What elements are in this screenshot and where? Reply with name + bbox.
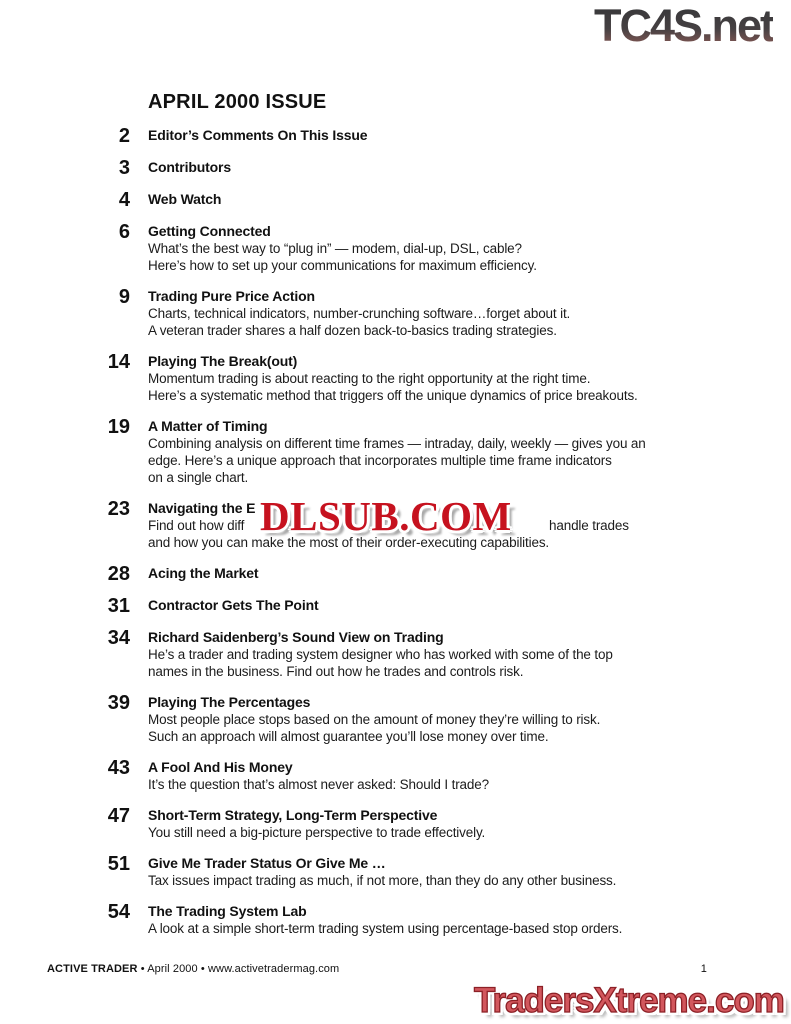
tc4s-watermark: TC4S.net (594, 0, 774, 51)
toc-page-number: 39 (107, 692, 130, 714)
toc-desc-line: A veteran trader shares a half dozen back-to-basics trading strategies. (148, 323, 557, 338)
toc-page-number: 51 (107, 853, 130, 875)
toc-entry (148, 807, 749, 841)
toc-row (84, 159, 749, 177)
toc-title: Trading Pure Price Action (148, 288, 315, 304)
toc-title: Editor’s Comments On This Issue (148, 127, 368, 143)
toc-entry (148, 903, 749, 937)
toc-page-number: 54 (107, 901, 130, 923)
toc-entry (148, 597, 749, 615)
footer-left (47, 963, 339, 975)
page-title: APRIL 2000 ISSUE (148, 91, 327, 113)
toc-desc-line: Momentum trading is about reacting to the right opportunity at the right time. (148, 371, 591, 386)
toc-title: Contractor Gets The Point (148, 597, 319, 613)
toc-entry (148, 759, 749, 793)
toc-title: Playing The Break(out) (148, 353, 298, 369)
toc-title: A Matter of Timing (148, 418, 268, 434)
folio-page-number: 1 (700, 963, 707, 975)
toc-desc-line: names in the business. Find out how he trades and controls risk. (148, 664, 524, 679)
toc-title: Getting Connected (148, 223, 271, 239)
toc-row (84, 694, 749, 745)
toc-entry (148, 418, 749, 486)
toc-row (84, 353, 749, 404)
toc-desc-line: Combining analysis on different time frames — intraday, daily, weekly — gives you an (148, 436, 646, 451)
toc-page-number: 2 (118, 125, 130, 147)
toc-desc-line: You still need a big-picture perspective to trade effectively. (148, 825, 486, 840)
toc-page-number: 3 (118, 157, 130, 179)
toc-entry (148, 288, 749, 339)
toc-desc-line: He’s a trader and trading system designer who has worked with some of the top (148, 647, 613, 662)
toc-rows (84, 127, 749, 937)
toc-title: Give Me Trader Status Or Give Me … (148, 855, 386, 871)
toc-desc-line: on a single chart. (148, 470, 249, 485)
toc-page-number: 19 (107, 416, 130, 438)
toc-row (84, 807, 749, 841)
toc-desc-line: It’s the question that’s almost never asked: Should I trade? (148, 777, 489, 792)
toc-desc-line: Tax issues impact trading as much, if not more, than they do any other business. (148, 873, 617, 888)
toc-desc-line: Here’s how to set up your communications for maximum efficiency. (148, 258, 537, 273)
toc-entry (148, 191, 749, 209)
dlsub-watermark: DLSUB.COM (260, 493, 512, 539)
toc-desc-line: Such an approach will almost guarantee you’ll lose money over time. (148, 729, 549, 744)
toc-page-number: 4 (118, 189, 130, 211)
toc-entry (148, 159, 749, 177)
page-footer (47, 963, 707, 975)
table-of-contents (84, 91, 749, 951)
toc-row (84, 223, 749, 274)
toc-entry (148, 353, 749, 404)
toc-page-number: 43 (107, 757, 130, 779)
toc-entry (148, 493, 749, 551)
toc-title: Short-Term Strategy, Long-Term Perspective (148, 807, 438, 823)
toc-desc-line: and how you can make the most of their order-executing capabilities. (148, 535, 550, 550)
toc-row (84, 288, 749, 339)
toc-page-number: 47 (107, 805, 130, 827)
toc-row (84, 191, 749, 209)
tradersxtreme-watermark: TradersXtreme.com (474, 981, 784, 1020)
magazine-name: ACTIVE TRADER (47, 963, 138, 975)
toc-desc-line: Most people place stops based on the amount of money they’re willing to risk. (148, 712, 601, 727)
toc-title: Playing The Percentages (148, 694, 311, 710)
toc-desc-line: Here’s a systematic method that triggers off the unique dynamics of price breakouts. (148, 388, 638, 403)
toc-entry (148, 855, 749, 889)
toc-page-number: 14 (107, 351, 130, 373)
toc-entry (148, 629, 749, 680)
toc-title: Acing the Market (148, 565, 259, 581)
toc-page-number: 23 (107, 498, 130, 520)
toc-entry (148, 127, 749, 145)
toc-page-number: 9 (118, 286, 130, 308)
toc-desc-line: edge. Here’s a unique approach that incorporates multiple time frame indicators (148, 453, 612, 468)
toc-page-number: 34 (107, 627, 130, 649)
toc-entry (148, 694, 749, 745)
footer-meta: • April 2000 • www.activetradermag.com (140, 963, 340, 975)
toc-page-number: 31 (107, 595, 130, 617)
toc-row (84, 855, 749, 889)
toc-row (84, 597, 749, 615)
toc-title: Navigating the E (148, 500, 256, 516)
toc-desc-fragment: Find out how diff (148, 518, 245, 533)
toc-entry (148, 565, 749, 583)
toc-desc-line: A look at a simple short-term trading system using percentage-based stop orders. (148, 921, 623, 936)
toc-title: The Trading System Lab (148, 903, 307, 919)
toc-desc-line: Charts, technical indicators, number-crunching software…forget about it. (148, 306, 571, 321)
toc-page-number: 6 (118, 221, 130, 243)
toc-row (84, 493, 749, 551)
toc-row (84, 903, 749, 937)
toc-row (84, 565, 749, 583)
toc-title: Contributors (148, 159, 231, 175)
toc-title: Richard Saidenberg’s Sound View on Trading (148, 629, 444, 645)
toc-row (84, 629, 749, 680)
toc-row (84, 418, 749, 486)
toc-row (84, 127, 749, 145)
toc-entry (148, 223, 749, 274)
toc-title: A Fool And His Money (148, 759, 293, 775)
toc-row (84, 759, 749, 793)
toc-page-number: 28 (107, 563, 130, 585)
toc-desc-fragment: handle trades (549, 518, 629, 533)
toc-title: Web Watch (148, 191, 222, 207)
toc-desc-line: What’s the best way to “plug in” — modem, dial-up, DSL, cable? (148, 241, 522, 256)
